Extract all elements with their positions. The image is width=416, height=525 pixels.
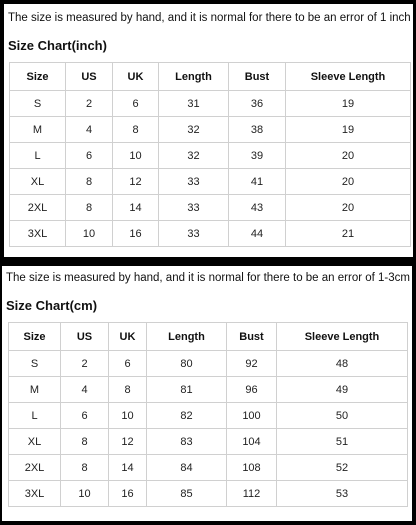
table-cell: S <box>10 91 66 117</box>
table-cell: 10 <box>66 221 113 247</box>
table-cell: 41 <box>229 169 286 195</box>
table-cell: 10 <box>109 403 147 429</box>
table-cell: 92 <box>227 351 277 377</box>
table-row <box>9 429 408 455</box>
table-cell: 50 <box>277 403 408 429</box>
table-cell: 96 <box>227 377 277 403</box>
table-row <box>10 169 411 195</box>
table-cell: XL <box>10 169 66 195</box>
table-cell: 10 <box>61 481 109 507</box>
chart-title: Size Chart(inch) <box>8 38 107 53</box>
table-cell: 8 <box>61 429 109 455</box>
table-cell: 52 <box>277 455 408 481</box>
table-cell: 20 <box>286 195 411 221</box>
table-cell: 4 <box>61 377 109 403</box>
table-cell: 4 <box>66 117 113 143</box>
table-cell: 32 <box>159 117 229 143</box>
table-cell: 100 <box>227 403 277 429</box>
table-cell: 21 <box>286 221 411 247</box>
measurement-note: The size is measured by hand, and it is normal for there to be an error of 1 inch <box>8 12 411 24</box>
size-table <box>9 62 411 247</box>
table-cell: 16 <box>109 481 147 507</box>
cm-size-chart-panel <box>2 266 412 521</box>
table-cell: 53 <box>277 481 408 507</box>
table-cell: 20 <box>286 143 411 169</box>
table-cell: S <box>9 351 61 377</box>
table-cell: 43 <box>229 195 286 221</box>
table-cell: 38 <box>229 117 286 143</box>
table-cell: 3XL <box>9 481 61 507</box>
table-cell: 33 <box>159 169 229 195</box>
table-cell: 8 <box>109 377 147 403</box>
table-cell: XL <box>9 429 61 455</box>
column-header: Size <box>9 323 61 351</box>
table-cell: 14 <box>109 455 147 481</box>
table-row <box>10 143 411 169</box>
table-row <box>10 195 411 221</box>
table-cell: 81 <box>147 377 227 403</box>
table-cell: 14 <box>113 195 159 221</box>
table-cell: 31 <box>159 91 229 117</box>
table-cell: 84 <box>147 455 227 481</box>
table-cell: 2 <box>61 351 109 377</box>
column-header: Bust <box>227 323 277 351</box>
inch-size-chart-panel <box>4 4 413 257</box>
table-cell: 112 <box>227 481 277 507</box>
table-cell: M <box>9 377 61 403</box>
table-cell: L <box>10 143 66 169</box>
column-header: Sleeve Length <box>277 323 408 351</box>
table-cell: 80 <box>147 351 227 377</box>
table-cell: 12 <box>109 429 147 455</box>
table-cell: L <box>9 403 61 429</box>
table-cell: 49 <box>277 377 408 403</box>
table-cell: 32 <box>159 143 229 169</box>
table-cell: 19 <box>286 117 411 143</box>
table-cell: 83 <box>147 429 227 455</box>
table-cell: 82 <box>147 403 227 429</box>
column-header: UK <box>109 323 147 351</box>
table-cell: 8 <box>66 195 113 221</box>
column-header: Length <box>147 323 227 351</box>
table-cell: 85 <box>147 481 227 507</box>
table-row <box>9 455 408 481</box>
table-cell: 39 <box>229 143 286 169</box>
table-cell: 33 <box>159 221 229 247</box>
table-row <box>10 91 411 117</box>
table-row <box>10 117 411 143</box>
table-cell: 48 <box>277 351 408 377</box>
table-cell: 104 <box>227 429 277 455</box>
table-cell: 8 <box>61 455 109 481</box>
table-cell: 19 <box>286 91 411 117</box>
table-row <box>9 403 408 429</box>
table-cell: 36 <box>229 91 286 117</box>
table-cell: 20 <box>286 169 411 195</box>
table-header-row <box>9 323 408 351</box>
table-cell: 108 <box>227 455 277 481</box>
table-row <box>9 377 408 403</box>
table-cell: 16 <box>113 221 159 247</box>
table-cell: 2XL <box>9 455 61 481</box>
column-header: Length <box>159 63 229 91</box>
size-table <box>8 322 408 507</box>
table-cell: 2XL <box>10 195 66 221</box>
column-header: US <box>66 63 113 91</box>
table-cell: 2 <box>66 91 113 117</box>
column-header: Bust <box>229 63 286 91</box>
table-cell: 8 <box>66 169 113 195</box>
table-cell: 3XL <box>10 221 66 247</box>
table-cell: 51 <box>277 429 408 455</box>
table-cell: 33 <box>159 195 229 221</box>
table-cell: 8 <box>113 117 159 143</box>
table-cell: 6 <box>113 91 159 117</box>
column-header: US <box>61 323 109 351</box>
chart-title: Size Chart(cm) <box>6 298 98 313</box>
table-cell: 44 <box>229 221 286 247</box>
table-cell: 6 <box>109 351 147 377</box>
table-row <box>9 351 408 377</box>
table-cell: M <box>10 117 66 143</box>
table-cell: 12 <box>113 169 159 195</box>
table-cell: 10 <box>113 143 159 169</box>
column-header: Sleeve Length <box>286 63 411 91</box>
table-header-row <box>10 63 411 91</box>
measurement-note: The size is measured by hand, and it is normal for there to be an error of 1-3cm <box>6 272 410 284</box>
table-cell: 6 <box>66 143 113 169</box>
table-row <box>10 221 411 247</box>
column-header: Size <box>10 63 66 91</box>
table-cell: 6 <box>61 403 109 429</box>
table-row <box>9 481 408 507</box>
column-header: UK <box>113 63 159 91</box>
